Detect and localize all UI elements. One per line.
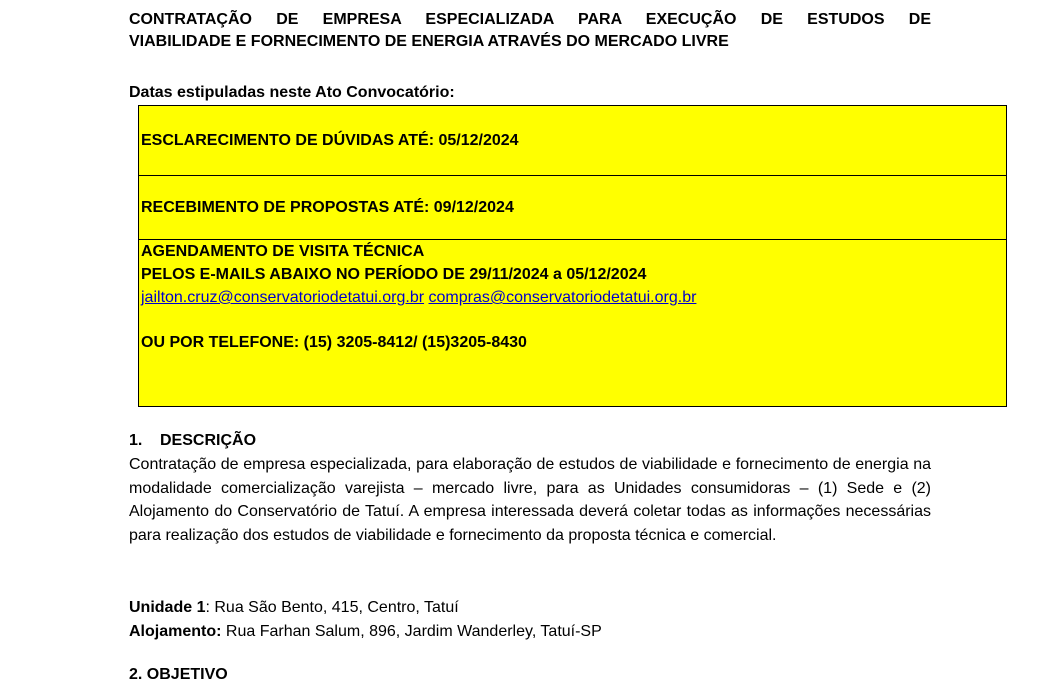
- email-link-jailton[interactable]: jailton.cruz@conservatoriodetatui.org.br: [141, 289, 425, 306]
- dates-heading: Datas estipuladas neste Ato Convocatório:: [129, 84, 455, 101]
- lodging-address: Rua Farhan Salum, 896, Jardim Wanderley, Tatuí-SP: [221, 622, 602, 640]
- address-block: [129, 596, 602, 643]
- section-1-title: DESCRIÇÃO: [160, 432, 257, 449]
- clarification-deadline: ESCLARECIMENTO DE DÚVIDAS ATÉ: 05/12/2024: [139, 106, 1007, 176]
- section-1-number: 1.: [129, 432, 143, 449]
- visit-scheduling-cell: [139, 240, 1007, 407]
- phone-contact: OU POR TELEFONE: (15) 3205-8412/ (15)3205-8430: [141, 334, 527, 351]
- visit-period: PELOS E-MAILS ABAIXO NO PERÍODO DE 29/11/2024 a 05/12/2024: [141, 266, 647, 283]
- title-line-1: CONTRATAÇÃO DE EMPRESA ESPECIALIZADA PARA EXECUÇÃO DE ESTUDOS DE: [129, 11, 931, 28]
- lodging-label: Alojamento:: [129, 622, 222, 640]
- section-1-description: Contratação de empresa especializada, para elaboração de estudos de viabilidade e fornecimento de energia na modalidade comercialização varejista – mercado livre, para as Unidades consumidoras – (1) Sede e (2) Alojamento do Conservatório de Tatuí. A empresa interessada deverá coletar todas as informações necessárias para realização dos estudos de viabilidade e fornecimento da proposta técnica e comercial.: [129, 456, 931, 544]
- dates-table: [138, 105, 1007, 407]
- email-link-compras[interactable]: compras@conservatoriodetatui.org.br: [428, 289, 697, 306]
- dates-row-visit: [139, 240, 1007, 407]
- unit1-label: Unidade 1: [129, 599, 206, 616]
- dates-row-clarification: [139, 106, 1007, 176]
- unit1-address: : Rua São Bento, 415, Centro, Tatuí: [205, 599, 459, 616]
- dates-row-proposals: [139, 176, 1007, 240]
- title-line-2: VIABILIDADE E FORNECIMENTO DE ENERGIA ATRAVÉS DO MERCADO LIVRE: [129, 33, 729, 50]
- section-2-heading: 2. OBJETIVO: [129, 666, 228, 683]
- visit-title: AGENDAMENTO DE VISITA TÉCNICA: [141, 243, 425, 260]
- section-1-heading: [129, 431, 256, 451]
- document-title: [129, 9, 931, 53]
- email-links: [141, 286, 1004, 309]
- proposals-deadline: RECEBIMENTO DE PROPOSTAS ATÉ: 09/12/2024: [139, 176, 1007, 240]
